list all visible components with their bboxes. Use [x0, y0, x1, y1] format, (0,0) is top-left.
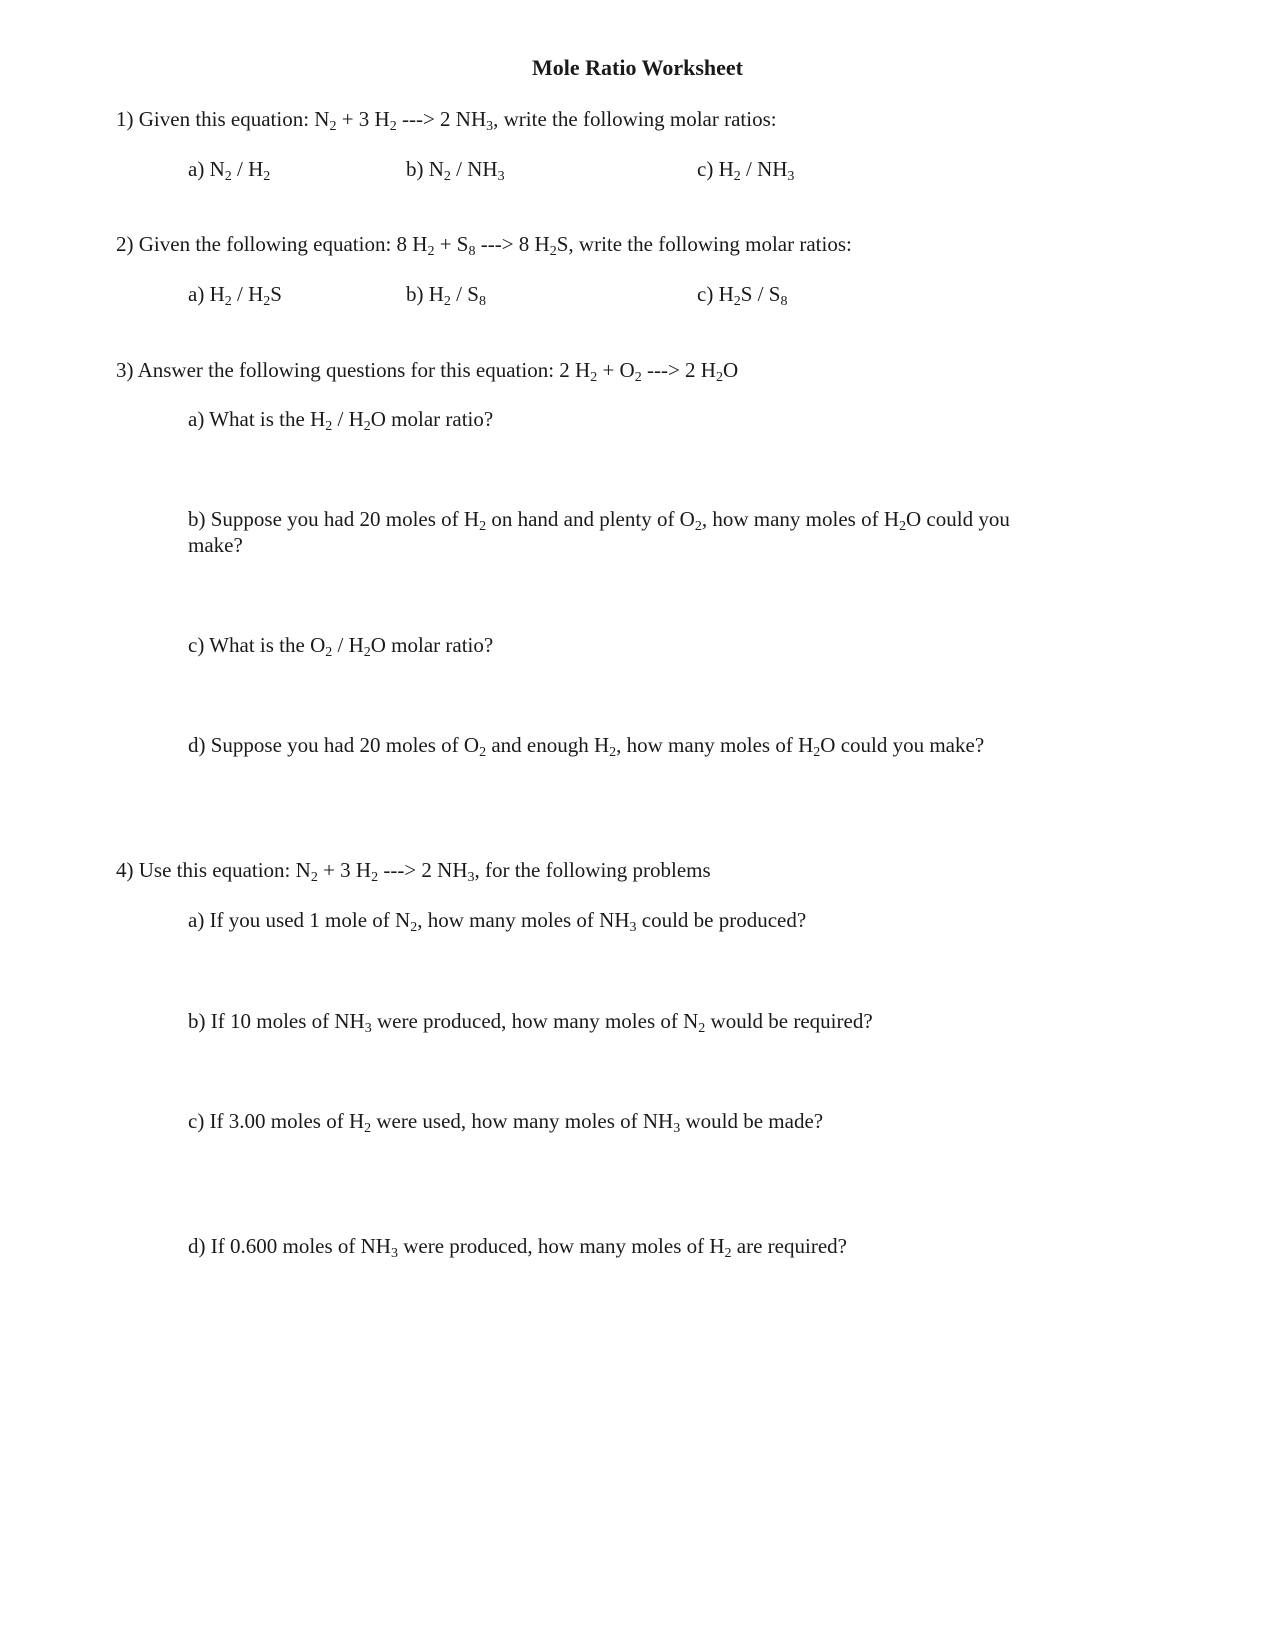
question-3a: a) What is the $H_2 / H_2O$ molar ratio? [188, 407, 494, 434]
question-1c: c) $H_2 / NH_3$ [697, 157, 795, 184]
question-2a: a) $H_2 / H_2S$ [188, 282, 282, 309]
question-3c: c) What is the $O_2 / H_2O$ molar ratio? [188, 633, 494, 660]
question-4a: a) If you used 1 mole of $N_2$, how many moles of $NH_3$ could be produced? [188, 908, 807, 935]
question-2c: c) $H_2S / S_8$ [697, 282, 788, 309]
question-1a: a) $N_2 / H_2$ [188, 157, 271, 184]
question-3b: b) Suppose you had 20 moles of $H_2$ on hand and plenty of $O_2$, how many moles of $H_2O$ could you make? [188, 507, 1010, 557]
question-4-prompt: 4) Use this equation: $N_2 + 3$ $H_2$ ---> 2 $NH_3$, for the following problems [116, 858, 711, 885]
question-3d: d) Suppose you had 20 moles of $O_2$ and enough $H_2$, how many moles of $H_2O$ could you make? [188, 733, 985, 760]
question-4d: d) If 0.600 moles of $NH_3$ were produced, how many moles of $H_2$ are required? [188, 1234, 847, 1261]
question-4b: b) If 10 moles of $NH_3$ were produced, how many moles of $N_2$ would be required? [188, 1009, 873, 1036]
page-title: Mole Ratio Worksheet [531, 55, 743, 80]
question-4c: c) If 3.00 moles of $H_2$ were used, how many moles of $NH_3$ would be made? [188, 1109, 824, 1136]
question-1-prompt: 1) Given this equation: $N_2 + 3$ $H_2$ ---> 2 $NH_3$, write the following molar ratios: [116, 107, 777, 134]
question-1b: b) $N_2 / NH_3$ [406, 157, 505, 184]
question-2b: b) $H_2 / S_8$ [406, 282, 486, 309]
question-2-prompt: 2) Given the following equation: 8 $H_2 + S_8$ ---> 8 $H_2S$, write the following molar ratios: [116, 232, 852, 259]
question-3-prompt: 3) Answer the following questions for this equation: 2 $H_2 + O_2$ ---> 2 $H_2O$ [116, 358, 739, 385]
